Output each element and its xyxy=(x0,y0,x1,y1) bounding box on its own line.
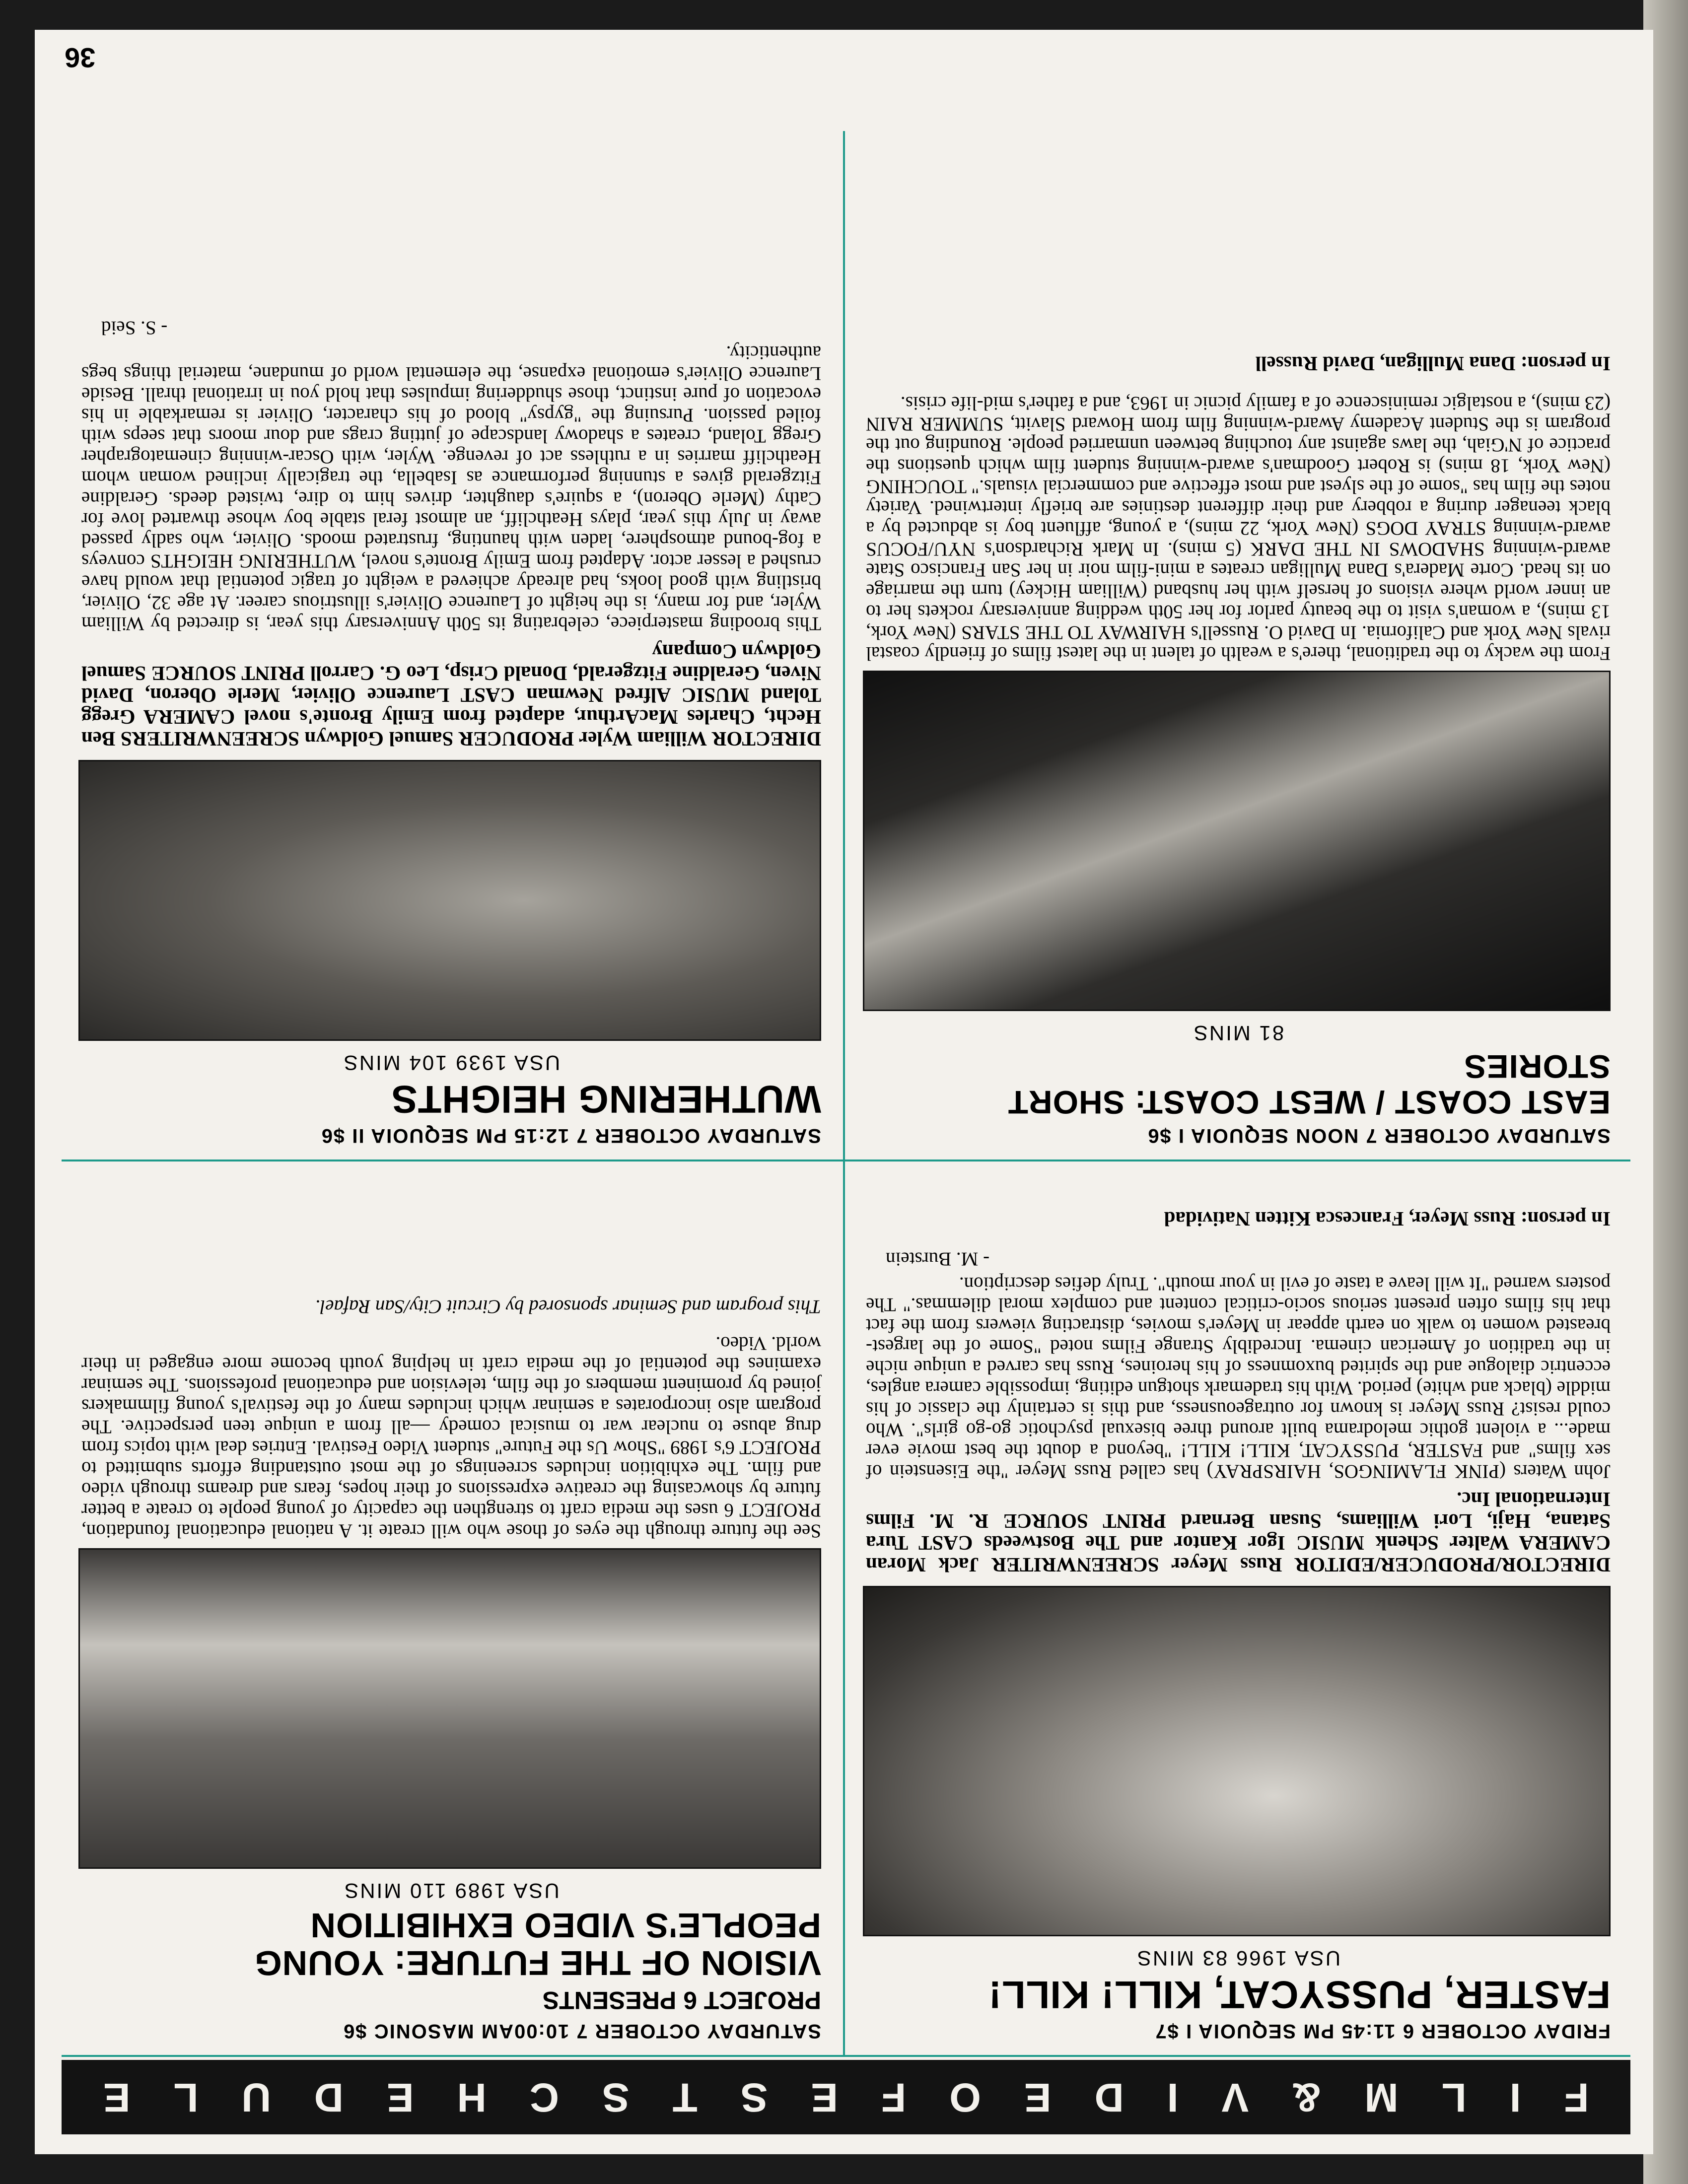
banner-letter: & xyxy=(1292,2075,1322,2120)
in-person-guests: In person: Russ Meyer, Francesca Kitten Natividad xyxy=(1164,1208,1611,1230)
film-description: This brooding masterpiece, celebrating its 50th Anniversary this year, is directed by William Wyler, and for many, is the height of Laurence Olivier's illustrious career. At age 32, Olivier, bristling with good looks, had already achieved a weight of tragic potential that would have crushed a lesser actor. Adapted from Emily Bronte's novel, WUTHERING HEIGHTS conveys a fog-bound atmosphere, laden with haunting, frustrated moods. Olivier, who sadly passed away in July this year, plays Heathcliff, an almost feral stable boy whose thwarted love for Cathy (Merle Oberon), a squire's daughter, drives him to dire, twisted deeds. Geraldine Fitzgerald gives a stunning performance as Isabella, the tragically inclined woman whom Heathcliff marries in a ruthless act of revenge. Wyler, with Oscar-winning cinematographer Gregg Toland, creates a shadowy landscape of jutting crags and dour moors that seeps with foiled passion. Pursuing the "gypsy" blood of his character, Olivier is remarkable in his evocation of pure instinct, those shuddering impulses that hold you in irrational thrall. Beside Laurence Olivier's emotional expanse, the elemental world of mundane, material things begs authenticity. xyxy=(81,342,821,634)
banner-letter: D xyxy=(314,2075,344,2120)
banner-letter: S xyxy=(602,2075,630,2120)
screening-time: SATURDAY OCTOBER 7 10:00AM MASONIC $6 xyxy=(343,2020,821,2042)
film-meta: USA 1966 83 MINS xyxy=(1135,1947,1341,1970)
film-still-photo xyxy=(863,671,1611,1011)
film-meta: USA 1939 104 MINS xyxy=(342,1051,561,1075)
row-divider xyxy=(62,1160,1630,1161)
banner-letter: C xyxy=(529,2075,559,2120)
film-listing xyxy=(62,1296,841,2055)
banner-letter: T xyxy=(672,2075,698,2120)
film-still-photo xyxy=(863,1586,1611,1936)
banner-letter: E xyxy=(1024,2075,1052,2120)
film-listing xyxy=(846,1207,1630,2055)
reviewer-signature: - M. Burstein xyxy=(886,1248,990,1270)
film-listing xyxy=(846,352,1630,1160)
reviewer-signature: - S. Seid xyxy=(101,317,168,339)
banner-letter: L xyxy=(173,2075,199,2120)
screening-time: SATURDAY OCTOBER 7 NOON SEQUOIA I $6 xyxy=(1147,1125,1611,1147)
banner-letter: I xyxy=(1167,2075,1179,2120)
film-description: John Waters (PINK FLAMINGOS, HAIRSPRAY) has called Russ Meyer "the Eisenstein of sex films" and FASTER, PUSSYCAT, KILL! KILL! "beyond a doubt the best movie ever made... a violent gothic melodrama built around three bisexual psychotic go-go girls". Who could resist? Russ Meyer is known for outrageousness, and this is certainly the classic of his middle (black and white) period. With his trademark shotgun editing, impossible camera angles, eccentric dialogue and the spirited buxomness of his heroines, Russ has carved a unique niche in the tradition of American cinema. Incredibly Strange Films noted "Some of the largest-breasted women to walk on earth appear in Meyer's movies, distracting viewers from the fact that his films often present serious socio-critical content and complex moral dilemmas." The posters warned "It will leave a taste of evil in your mouth". Truly defies description. xyxy=(866,1273,1611,1482)
banner-letter: H xyxy=(457,2075,487,2120)
film-title: VISION OF THE FUTURE: YOUNG PEOPLE'S VIDEO EXHIBITION xyxy=(254,1906,821,1982)
in-person-guests: In person: Dana Mulligan, David Russell xyxy=(1255,352,1611,375)
banner-letter: O xyxy=(949,2075,981,2120)
banner-letter: U xyxy=(241,2075,271,2120)
banner-letter: F xyxy=(1564,2075,1589,2120)
column-divider xyxy=(843,131,845,2057)
film-description: See the future through the eyes of those who will create it. A national educational foundation, PROJECT 6 uses the media craft to strengthen the capacity of young people to create a better future by showcasing the creative expressions of their hopes, fears and dreams through video and film. The exhibition includes screenings of the most outstanding efforts submitted to PROJECT 6's 1989 "Show Us the Future" student Video Festival. Entries deal with topics from drug abuse to nuclear war to musical comedy —all from a unique teen perspective. The program also incorporates a seminar which includes many of the festival's young filmmakers joined by prominent members of the film, television and educational professions. The seminar examines the potential of the media craft in helping youth become more engaged in their world. Video. xyxy=(81,1333,821,1542)
rotated-schedule-page xyxy=(35,30,1653,2154)
banner-letter: S xyxy=(740,2075,768,2120)
screening-time: SATURDAY OCTOBER 7 12:15 PM SEQUOIA II $6 xyxy=(320,1125,821,1147)
banner-letter: F xyxy=(881,2075,907,2120)
banner-letter: E xyxy=(386,2075,414,2120)
film-description: From the wacky to the traditional, there's a wealth of talent in the latest films of friendly coastal rivals New York and California. In David O. Russell's HAIRWAY TO THE STARS (New York, 13 mins), a woman's visit to the beauty parlor for her 50th wedding anniversary rockets her to an inner world where visions of herself with her husband (William Hickey) turn the marriage on its head. Corte Madera's Dana Mulligan creates a mini-film noir in her San Francisco State award-winning SHADOWS IN THE DARK (5 mins). In Mark Richardson's NYU/FOCUS award-winning STRAY DOGS (New York, 22 mins), a young, affluent boy is abducted by a black teenager during a robbery and their different destinies are briefly intertwined. Variety notes the film has "some of the slyest and most effective and commercial visuals." TOUCHING (New York, 18 mins) is Robert Goodman's award-winning student film which questions the practice of N'Giah, the laws against any touching between unmarried people. Rounding out the program is the Student Academy Award-winning film from Howard Slavitt, SUMMER RAIN (23 mins), a nostalgic reminiscence of a family picnic in 1963, and a father's mid-life crisis. xyxy=(866,393,1611,664)
banner-letter: M xyxy=(1364,2075,1399,2120)
banner-letter: I xyxy=(1509,2075,1521,2120)
film-credits: DIRECTOR/PRODUCER/EDITOR Russ Meyer SCREENWRITER Jack Moran CAMERA Walter Schenk MUSIC Igor Kantor and The Bostweeds CAST Tura Satana, Haji, Lori Williams, Susan Bernard PRINT SOURCE R. M. Films International Inc. xyxy=(866,1488,1611,1576)
film-still-photo xyxy=(78,1548,821,1869)
banner-letter: V xyxy=(1221,2075,1249,2120)
banner-letter: L xyxy=(1441,2075,1467,2120)
film-title: WUTHERING HEIGHTS xyxy=(391,1078,821,1121)
banner-letter: E xyxy=(103,2075,131,2120)
page-number: 36 xyxy=(65,42,96,73)
film-title: FASTER, PUSSYCAT, KILL! KILL! xyxy=(988,1973,1611,2017)
film-presenter: PROJECT 6 PRESENTS xyxy=(542,1986,821,2014)
film-listing xyxy=(62,317,841,1160)
film-still-photo xyxy=(78,760,821,1041)
film-credits: DIRECTOR William Wyler PRODUCER Samuel Goldwyn SCREENWRITERS Ben Hecht, Charles MacArthur, adapted from Emily Bronte's novel CAMERA Gregg Toland MUSIC Alfred Newman CAST Laurence Olivier, Merle Oberon, David Niven, Geraldine Fitzgerald, Donald Crisp, Leo G. Carroll PRINT SOURCE Samuel Goldwyn Company xyxy=(81,640,821,751)
film-meta: 81 MINS xyxy=(1192,1022,1284,1045)
banner-letter: E xyxy=(811,2075,839,2120)
schedule-banner xyxy=(62,2060,1630,2134)
screening-time: FRIDAY OCTOBER 6 11:45 PM SEQUOIA I $7 xyxy=(1154,2020,1611,2042)
film-meta: USA 1989 110 MINS xyxy=(343,1879,560,1903)
program-sponsor: This program and Seminar sponsored by Circuit City/San Rafael. xyxy=(315,1296,821,1317)
film-title: EAST COAST / WEST COAST: SHORT STORIES xyxy=(1007,1048,1611,1121)
top-rule xyxy=(62,2055,1630,2057)
banner-letter: D xyxy=(1094,2075,1124,2120)
